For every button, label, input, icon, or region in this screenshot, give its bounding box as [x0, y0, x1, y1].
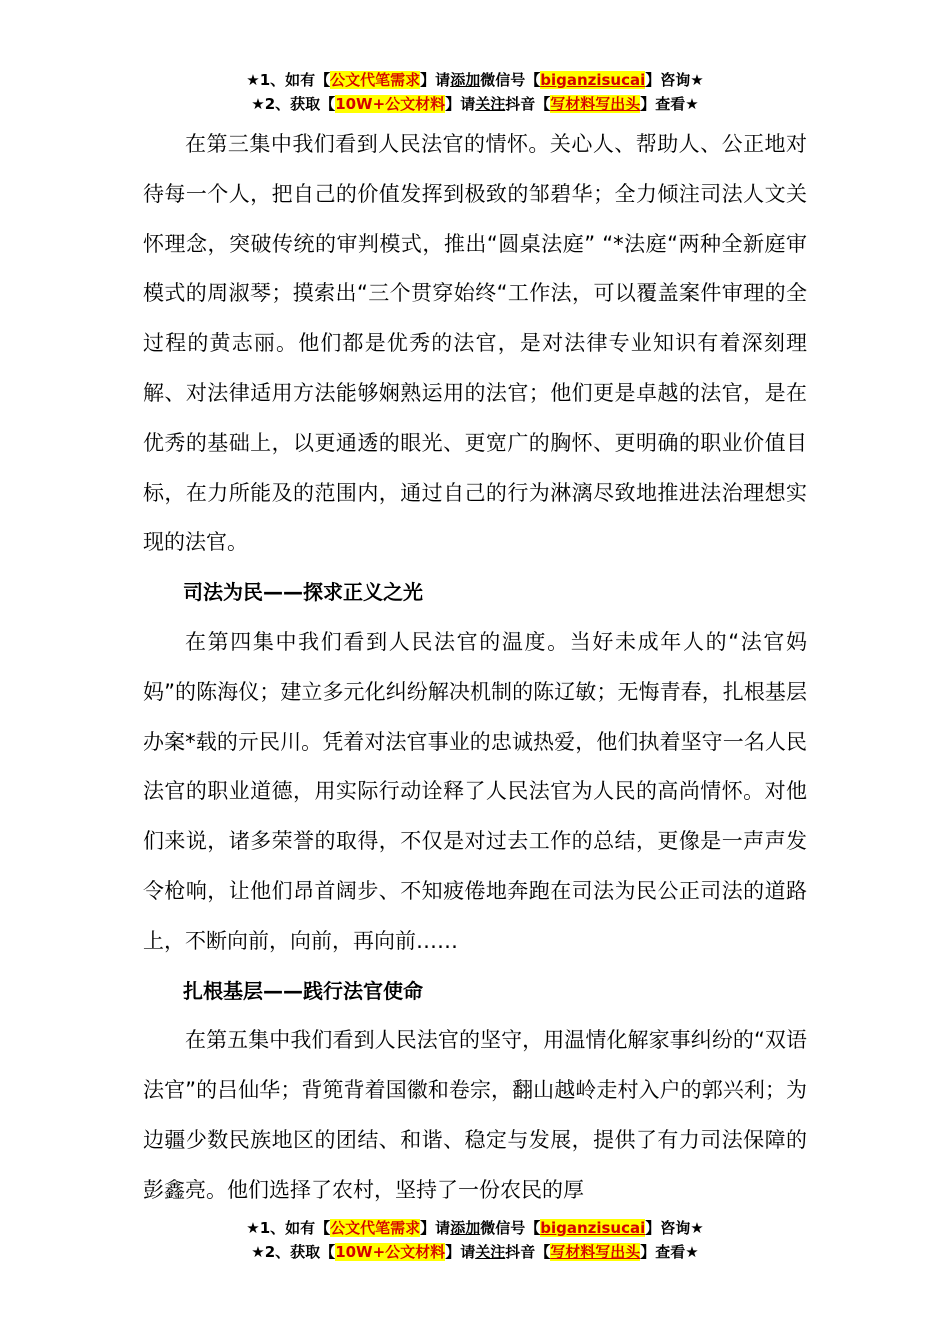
- section-heading-justice: 司法为民——探求正义之光: [183, 580, 423, 605]
- header-promo-banner: [0, 68, 950, 116]
- footer-promo-banner: [0, 1216, 950, 1264]
- promo-keyword-add: 添加: [450, 1219, 481, 1237]
- promo-keyword-add: 添加: [450, 71, 481, 89]
- promo-line-1: ★1、如有【公文代笔需求】请添加微信号【biganzisucai】咨询★: [246, 1219, 704, 1237]
- promo-highlight-materials: 10W+公文材料: [335, 1243, 446, 1261]
- paragraph-episode-5: 在第五集中我们看到人民法官的坚守，用温情化解家事纠纷的“双语法官”的吕仙华；背篼背着国徽和卷宗，翻山越岭走村入户的郭兴利；为边疆少数民族地区的团结、和谐、稳定与发展，提供了有力司法保障的彭鑫亮。他们选择了农村，坚持了一份农民的厚: [143, 1028, 807, 1202]
- promo-line-2: ★2、获取【10W+公文材料】请关注抖音【写材料写出头】查看★: [251, 1243, 699, 1261]
- promo-highlight-wechat-id: biganzisucai: [540, 1219, 646, 1237]
- promo-highlight-materials: 10W+公文材料: [335, 95, 446, 113]
- document-body: [143, 120, 807, 1216]
- promo-line-1: ★1、如有【公文代笔需求】请添加微信号【biganzisucai】咨询★: [246, 71, 704, 89]
- promo-keyword-follow: 关注: [475, 95, 506, 113]
- promo-highlight-douyin: 写材料写出头: [550, 1243, 641, 1261]
- promo-line-2: ★2、获取【10W+公文材料】请关注抖音【写材料写出头】查看★: [251, 95, 699, 113]
- promo-keyword-follow: 关注: [475, 1243, 506, 1261]
- promo-highlight-service: 公文代笔需求: [330, 1219, 421, 1237]
- paragraph-episode-3: 在第三集中我们看到人民法官的情怀。关心人、帮助人、公正地对待每一个人，把自己的价值发挥到极致的邹碧华；全力倾注司法人文关怀理念，突破传统的审判模式，推出“圆桌法庭” “*法庭“两种全新庭审模式的周淑琴；摸索出“三个贯穿始终“工作法，可以覆盖案件审理的全过程的黄志丽。他们都是优秀的法官，是对法律专业知识有着深刻理解、对法律适用方法能够娴熟运用的法官；他们更是卓越的法官，是在优秀的基础上，以更通透的眼光、更宽广的胸怀、更明确的职业价值目标，在力所能及的范围内，通过自己的行为淋漓尽致地推进法治理想实现的法官。: [143, 132, 807, 555]
- promo-highlight-douyin: 写材料写出头: [550, 95, 641, 113]
- promo-highlight-service: 公文代笔需求: [330, 71, 421, 89]
- section-heading-grassroots: 扎根基层——践行法官使命: [183, 978, 423, 1003]
- paragraph-episode-4: 在第四集中我们看到人民法官的温度。当好未成年人的“法官妈妈”的陈海仪；建立多元化纠纷解决机制的陈辽敏；无悔青春，扎根基层办案*载的亓民川。凭着对法官事业的忠诚热爱，他们执着坚守一名人民法官的职业道德，用实际行动诠释了人民法官为人民的高尚情怀。对他们来说，诸多荣誉的取得，不仅是对过去工作的总结，更像是一声声发令枪响，让他们昂首阔步、不知疲倦地奔跑在司法为民公正司法的道路上，不断向前，向前，再向前……: [143, 629, 807, 953]
- promo-highlight-wechat-id: biganzisucai: [540, 71, 646, 89]
